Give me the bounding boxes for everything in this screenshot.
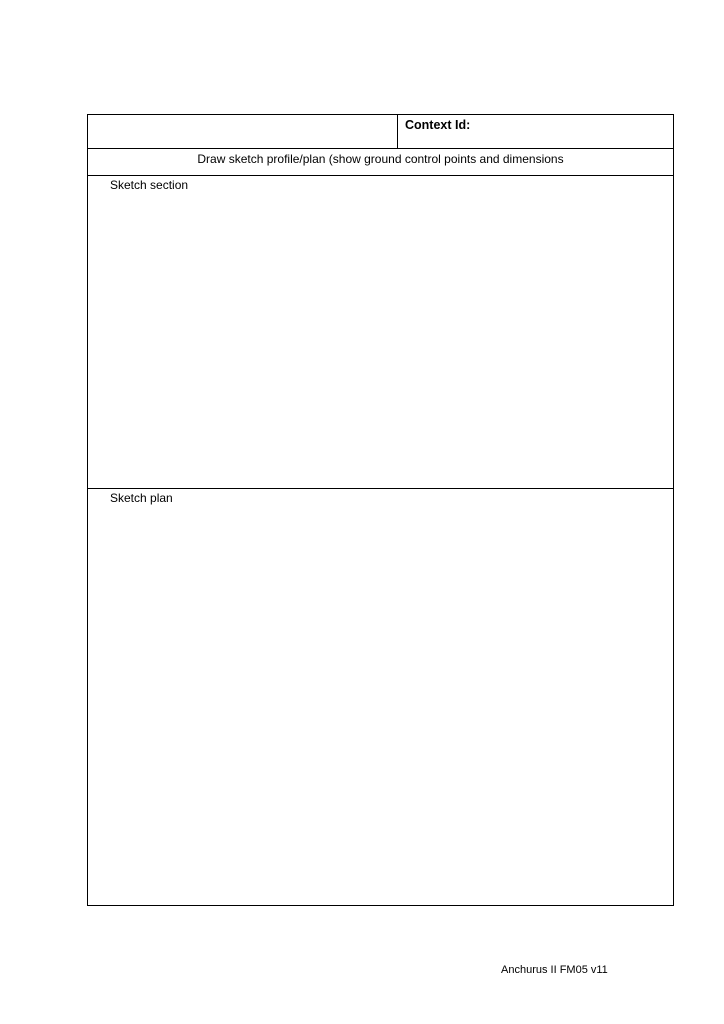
sketch-section-label: Sketch section — [110, 178, 189, 192]
form-header-row — [88, 115, 673, 149]
instruction-text: Draw sketch profile/plan (show ground control points and dimensions — [197, 152, 564, 166]
sketch-section-area[interactable] — [88, 176, 673, 489]
instruction-row — [88, 149, 673, 176]
context-id-label: Context Id: — [405, 118, 471, 132]
document-code: Anchurus II FM05 v11 — [501, 964, 608, 976]
sketch-form — [87, 114, 674, 906]
sketch-plan-area[interactable] — [88, 489, 673, 905]
header-blank-cell — [88, 115, 398, 148]
sketch-plan-label: Sketch plan — [110, 491, 173, 505]
context-id-cell[interactable] — [398, 115, 673, 148]
